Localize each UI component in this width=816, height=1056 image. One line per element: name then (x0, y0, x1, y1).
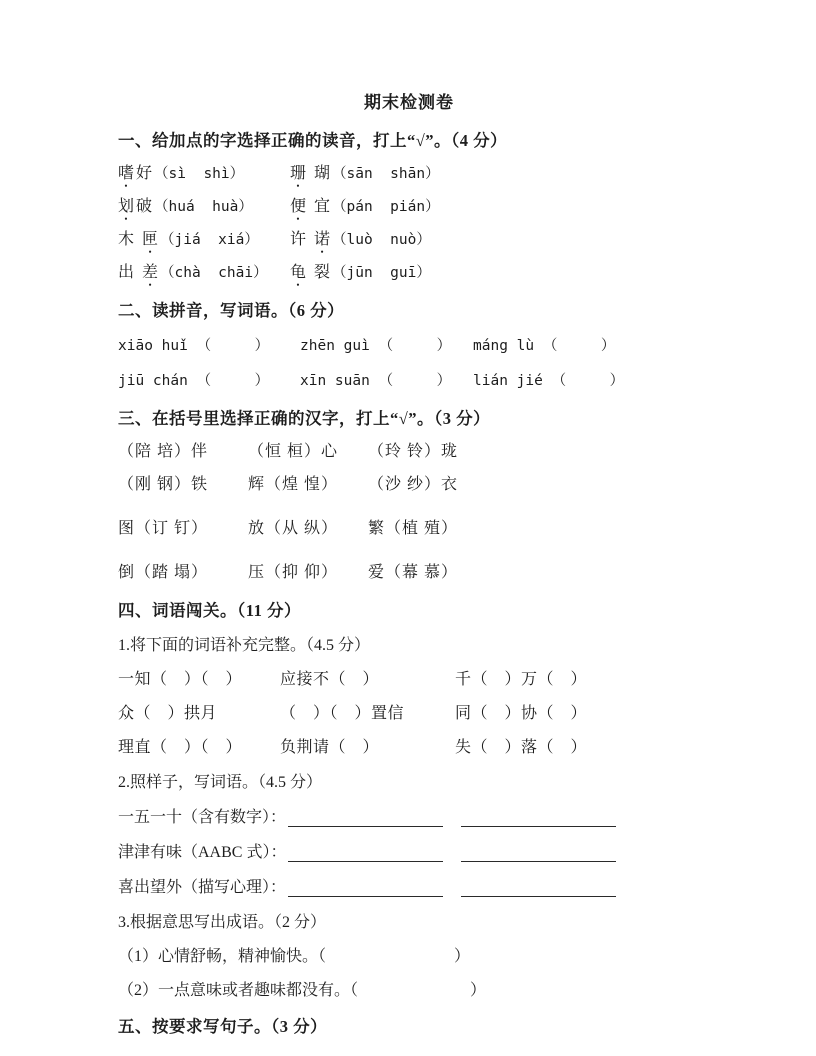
character-choice-item: 压（抑 仰） (248, 564, 339, 581)
pinyin-choice-item (118, 229, 290, 251)
pinyin-options: （jūn guī） (332, 265, 431, 281)
fill-idiom-item: 应接不（ ） (280, 671, 380, 688)
dotted-character: 差 (142, 264, 161, 281)
answer-blank-line (288, 878, 443, 897)
character-choice-item: （沙 纱）衣 (368, 476, 459, 493)
character-choice-item: 放（从 纵） (248, 520, 339, 537)
answer-blank-line (288, 808, 443, 827)
pinyin-choice-row (118, 163, 700, 185)
character: 好 (136, 165, 155, 182)
section-4-fill-idiom-list (118, 669, 700, 759)
character-choice-row (118, 562, 700, 584)
answer-blank-line (461, 843, 616, 862)
example-word-label: 津津有味（AABC 式）： (118, 844, 287, 861)
pinyin-write-item: xīn suān （ ） (300, 373, 452, 389)
character: 木 (118, 231, 137, 248)
character-choice-item: （刚 钢）铁 (118, 476, 209, 493)
character: 裂 (314, 264, 333, 281)
fill-idiom-item: 理直（ ）（ ） (118, 739, 243, 756)
word-with-dot (118, 231, 160, 248)
pinyin-write-item: máng lù （ ） (473, 338, 616, 354)
answer-blank-line (461, 808, 616, 827)
dotted-character: 龟 (290, 264, 309, 281)
fill-idiom-item: 同（ ）协（ ） (455, 705, 588, 722)
pinyin-options: （chà chāi） (160, 265, 268, 281)
fill-idiom-row (118, 669, 700, 691)
character: 瑚 (314, 165, 333, 182)
fill-idiom-item: 千（ ）万（ ） (455, 671, 588, 688)
dotted-character: 便 (290, 198, 309, 215)
pinyin-choice-row (118, 262, 700, 284)
meaning-to-idiom-item: （1）心情舒畅，精神愉快。（ ） (118, 948, 471, 965)
write-word-row (118, 335, 700, 357)
character-choice-item: 辉（煌 惶） (248, 476, 339, 493)
fill-idiom-item: 众（ ）拱月 (118, 705, 218, 722)
word-with-dot (290, 264, 332, 281)
section-1-pinyin-choice-list (118, 163, 700, 284)
section-3-heading: 三、在括号里选择正确的汉字，打上“√”。（3 分） (118, 409, 491, 428)
write-word-row (118, 370, 700, 392)
section-3-character-choice-list (118, 441, 700, 584)
fill-idiom-item: 失（ ）落（ ） (455, 739, 588, 756)
page-title: 期末检测卷 (364, 93, 454, 112)
example-word-label: 喜出望外（描写心理）： (118, 879, 287, 896)
dotted-character: 珊 (290, 165, 309, 182)
pinyin-choice-item (118, 163, 290, 185)
pinyin-choice-item (290, 262, 431, 284)
pinyin-options: （huá huà） (154, 199, 253, 215)
word-with-dot (290, 198, 332, 215)
section-2-heading: 二、读拼音，写词语。（6 分） (118, 301, 345, 320)
character: 许 (290, 231, 309, 248)
dotted-character: 匣 (142, 231, 161, 248)
character-choice-item: 繁（植 殖） (368, 520, 459, 537)
character-choice-item: （恒 桓）心 (248, 443, 339, 460)
pinyin-options: （pán pián） (332, 199, 440, 215)
section-4-subquestion-1: 1.将下面的词语补充完整。（4.5 分） (118, 637, 371, 654)
example-word-line (118, 842, 700, 864)
word-with-dot (118, 198, 154, 215)
character-choice-item: 图（订 钉） (118, 520, 209, 537)
answer-blank-line (288, 843, 443, 862)
character: 破 (136, 198, 155, 215)
character-choice-row (118, 474, 700, 496)
section-4-example-word-lines (118, 807, 700, 899)
word-with-dot (118, 264, 160, 281)
section-2-write-words-list (118, 335, 700, 392)
pinyin-write-item: lián jié （ ） (473, 373, 625, 389)
fill-idiom-row (118, 737, 700, 759)
example-word-line (118, 877, 700, 899)
word-with-dot (290, 231, 332, 248)
section-5-heading: 五、按要求写句子。（3 分） (118, 1017, 328, 1036)
fill-idiom-item: 负荆请（ ） (280, 739, 380, 756)
pinyin-options: （sì shì） (154, 166, 245, 182)
answer-blank-line (461, 878, 616, 897)
dotted-character: 诺 (314, 231, 333, 248)
fill-idiom-item: 一知（ ）（ ） (118, 671, 243, 688)
character: 出 (118, 264, 137, 281)
character-choice-item: （玲 铃）珑 (368, 443, 459, 460)
character-choice-item: 爱（幕 慕） (368, 564, 459, 581)
section-4-meaning-to-idiom-list (118, 946, 700, 1002)
section-4-subquestion-3: 3.根据意思写出成语。（2 分） (118, 914, 327, 931)
pinyin-choice-item (290, 229, 431, 251)
example-word-label: 一五一十（含有数字）： (118, 809, 287, 826)
section-1-heading: 一、给加点的字选择正确的读音，打上“√”。（4 分） (118, 131, 508, 150)
dotted-character: 划 (118, 198, 137, 215)
pinyin-options: （sān shān） (332, 166, 440, 182)
pinyin-choice-row (118, 196, 700, 218)
pinyin-choice-item (290, 196, 440, 218)
character: 宜 (314, 198, 333, 215)
word-with-dot (290, 165, 332, 182)
character-choice-row (118, 441, 700, 463)
dotted-character: 嗜 (118, 165, 137, 182)
word-with-dot (118, 165, 154, 182)
example-word-line (118, 807, 700, 829)
pinyin-options: （luò nuò） (332, 232, 431, 248)
pinyin-write-item: xiāo huǐ （ ） (118, 338, 270, 354)
character-choice-item: （陪 培）伴 (118, 443, 209, 460)
section-4-heading: 四、词语闯关。（11 分） (118, 601, 301, 620)
character-choice-item: 倒（踏 塌） (118, 564, 209, 581)
pinyin-choice-row (118, 229, 700, 251)
pinyin-choice-item (118, 262, 290, 284)
pinyin-write-item: jiū chán （ ） (118, 373, 270, 389)
fill-idiom-item: （ ）（ ）置信 (280, 705, 405, 722)
pinyin-choice-item (290, 163, 440, 185)
meaning-to-idiom-item: （2）一点意味或者趣味都没有。（ ） (118, 982, 487, 999)
pinyin-choice-item (118, 196, 290, 218)
character-choice-row (118, 518, 700, 540)
pinyin-write-item: zhēn guì （ ） (300, 338, 452, 354)
pinyin-options: （jiá xiá） (160, 232, 259, 248)
fill-idiom-row (118, 703, 700, 725)
section-4-subquestion-2: 2.照样子，写词语。（4.5 分） (118, 774, 323, 791)
